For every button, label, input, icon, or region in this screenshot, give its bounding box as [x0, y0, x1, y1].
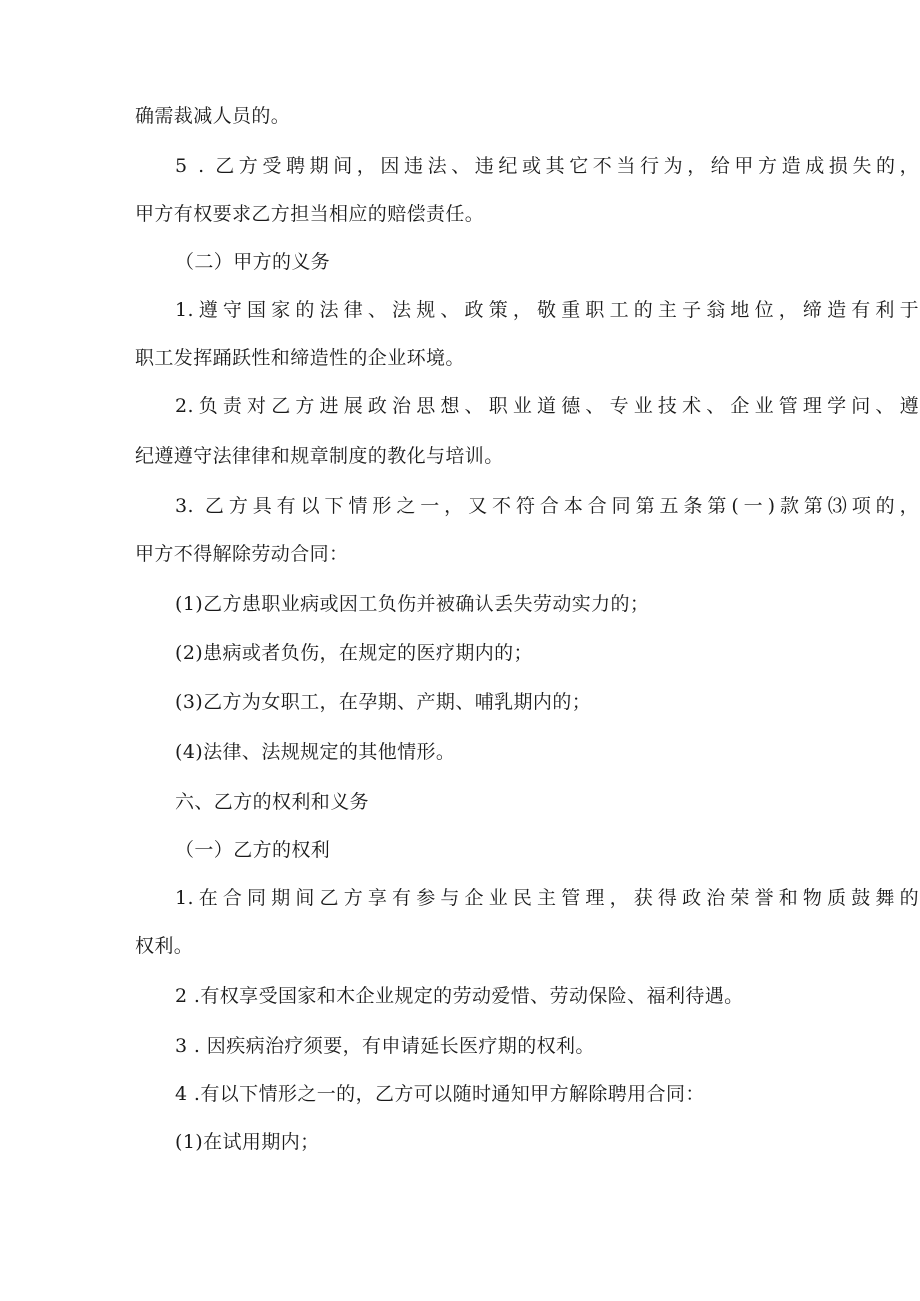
text-line: 4 .有以下情形之一的，乙方可以随时通知甲方解除聘用合同：: [175, 1083, 705, 1105]
text-line: 甲方有权要求乙方担当相应的赔偿责任。: [135, 203, 485, 225]
text-line: 2.负责对乙方进展政治思想、职业道德、专业技术、企业管理学问、遵: [175, 395, 919, 417]
text-line: 职工发挥踊跃性和缔造性的企业环境。: [135, 347, 465, 369]
text-line: 3 . 因疾病治疗须要，有申请延长医疗期的权利。: [175, 1035, 595, 1057]
list-item: (1)在试用期内；: [175, 1131, 320, 1153]
text-line: 2 .有权享受国家和木企业规定的劳动爱惜、劳动保险、福利待遇。: [175, 985, 744, 1007]
text-line: 权利。: [135, 935, 194, 957]
text-line: 1.在合同期间乙方享有参与企业民主管理，获得政治荣誉和物质鼓舞的: [175, 887, 919, 909]
list-item: (1)乙方患职业病或因工负伤并被确认丢失劳动实力的；: [175, 593, 650, 615]
list-item: (4)法律、法规规定的其他情形。: [175, 741, 456, 763]
section-heading: （一）乙方的权利: [175, 839, 331, 861]
text-line: 纪遵遵守法律律和规章制度的教化与培训。: [135, 445, 504, 467]
text-line: 5 . 乙方受聘期间，因违法、违纪或其它不当行为，给甲方造成损失的，: [175, 155, 919, 177]
list-item: (2)患病或者负伤，在规定的医疗期内的；: [175, 642, 533, 664]
section-heading: （二）甲方的义务: [175, 251, 331, 273]
list-item: (3)乙方为女职工，在孕期、产期、哺乳期内的；: [175, 691, 592, 713]
text-line: 确需裁减人员的。: [135, 105, 291, 127]
section-heading: 六、乙方的权利和义务: [175, 791, 370, 813]
text-line: 甲方不得解除劳动合同：: [135, 543, 349, 565]
text-line: 3. 乙方具有以下情形之一，又不符合本合同第五条第(一)款第⑶项的，: [175, 495, 919, 517]
text-line: 1.遵守国家的法律、法规、政策，敬重职工的主子翁地位，缔造有利于: [175, 299, 919, 321]
